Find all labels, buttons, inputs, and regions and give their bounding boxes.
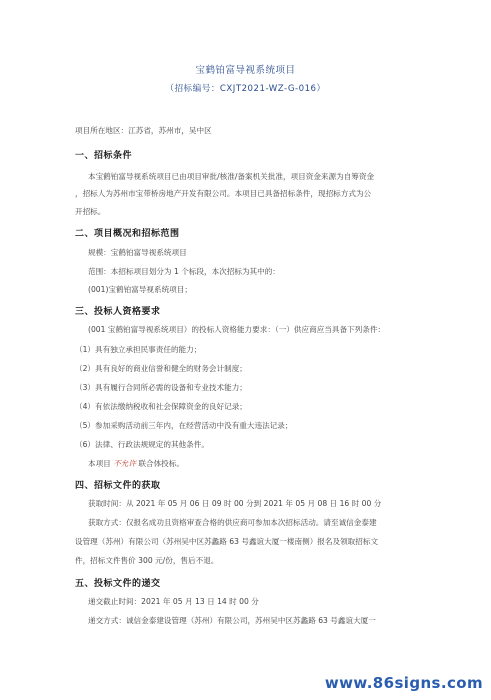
s1-line-3: 开招标。 <box>75 207 106 216</box>
s4-time: 获取时间：从 2021 年 05 月 06 日 09 时 00 分到 2021 年 05 月 08 日 16 时 00 分 <box>88 499 382 508</box>
section-3-heading: 三、投标人资格要求 <box>75 307 161 317</box>
tender-number: （招标编号：CXJT2021-WZ-G-016） <box>165 84 326 94</box>
s3-intro: (001 宝鹤铂富导视系统项目）的投标人资格能力要求：（一）供应商应当具备下列条件： <box>88 325 386 334</box>
joint-bid-prefix: 本项目 <box>88 459 111 468</box>
site-watermark: www.86signs.com <box>324 674 483 692</box>
s3-item-3: （3）具有履行合同所必需的设备和专业技术能力； <box>75 383 247 392</box>
section-2-heading: 二、项目概况和招标范围 <box>75 229 180 239</box>
s3-item-4: （4）有依法缴纳税收和社会保障资金的良好记录； <box>75 402 247 411</box>
s1-line-1: 本宝鹤铂富导视系统项目已由项目审批/核准/备案机关批准，项目资金来源为自筹资金 <box>88 172 375 181</box>
s2-scale: 规模：宝鹤铂富导视系统项目 <box>88 248 187 257</box>
s4-method-3: 件，招标文件售价 300 元/份，售后不退。 <box>75 556 219 565</box>
s5-method: 递交方式：诚信金泰建设管理（苏州）有限公司，苏州吴中区苏蠡路 63 号鑫谊大厦一 <box>88 616 376 625</box>
s3-item-2: （2）具有良好的商业信誉和健全的财务会计制度； <box>75 364 247 373</box>
joint-bid-mark: 不允许 <box>113 459 136 468</box>
project-location: 项目所在地区：江苏省，苏州市，吴中区 <box>75 126 212 135</box>
section-5-heading: 五、投标文件的递交 <box>75 579 161 589</box>
section-4-heading: 四、招标文件的获取 <box>75 481 161 491</box>
s3-item-5: （5）参加采购活动前三年内，在经营活动中没有重大违法记录； <box>75 421 293 430</box>
s2-lot: (001)宝鹤铂富导视系统项目； <box>88 285 192 294</box>
s3-item-1: （1）具有独立承担民事责任的能力； <box>75 345 202 354</box>
section-1-heading: 一、招标条件 <box>75 151 133 161</box>
s1-line-2: ，招标人为苏州市宝带桥房地产开发有限公司。本项目已具备招标条件，现招标方式为公 <box>75 189 372 198</box>
s4-method-2: 设管理（苏州）有限公司（苏州吴中区苏蠡路 63 号鑫谊大厦一楼南侧）报名及领取招标文 <box>75 537 379 546</box>
s4-method-1: 获取方式：仅报名成功且资格审查合格的供应商可参加本次招标活动。请至诚信金泰建 <box>88 518 377 527</box>
s5-deadline: 递交截止时间：2021 年 05 月 13 日 14 时 00 分 <box>88 597 259 606</box>
s3-item-6: （6）法律、行政法规规定的其他条件。 <box>75 440 209 449</box>
s3-joint-bid <box>88 459 448 469</box>
s2-scope: 范围：本招标项目划分为 1 个标段，本次招标为其中的： <box>88 267 280 276</box>
document-title: 宝鹤铂富导视系统项目 <box>195 65 296 76</box>
joint-bid-suffix: 联合体投标。 <box>138 459 184 468</box>
